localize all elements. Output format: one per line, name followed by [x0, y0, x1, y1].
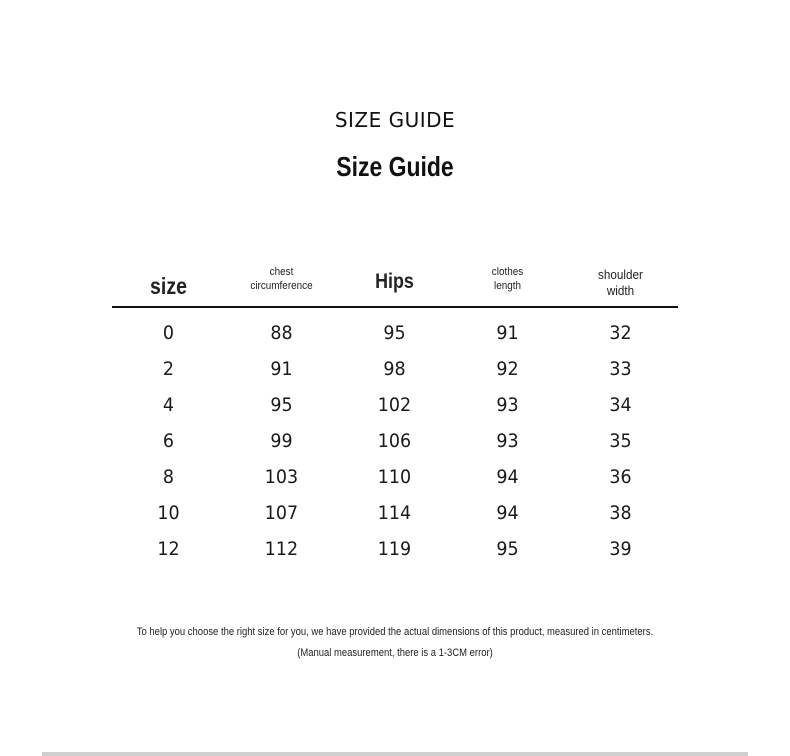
table-header: [112, 260, 678, 307]
cell-length: 95: [496, 538, 519, 560]
cell-chest: 88: [270, 322, 293, 344]
size-guide-subtitle: Size Guide: [336, 151, 454, 182]
cell-chest: 95: [270, 394, 293, 416]
cell-size: 12: [157, 538, 180, 560]
cell-size: 4: [162, 394, 175, 416]
size-table: [112, 260, 678, 560]
cell-shoulder: 33: [609, 358, 632, 380]
table-row: [112, 466, 678, 502]
table-row: [112, 394, 678, 430]
cell-length: 94: [496, 502, 519, 524]
column-header-shoulder-line2: width: [606, 283, 635, 299]
cell-shoulder: 32: [609, 322, 632, 344]
column-header-size: size: [150, 273, 187, 299]
cell-size: 2: [162, 358, 175, 380]
cell-chest: 91: [270, 358, 293, 380]
cell-length: 93: [496, 394, 519, 416]
cell-hips: 98: [383, 358, 406, 380]
cell-hips: 95: [383, 322, 406, 344]
cell-hips: 102: [377, 394, 412, 416]
cell-size: 0: [162, 322, 175, 344]
table-body: [112, 322, 678, 574]
cell-chest: 103: [264, 466, 299, 488]
cell-size: 10: [157, 502, 180, 524]
table-row: [112, 322, 678, 358]
cell-hips: 114: [377, 502, 412, 524]
column-header-length-line1: clothes: [491, 266, 524, 278]
size-guide-title: SIZE GUIDE: [334, 108, 456, 132]
cell-length: 93: [496, 430, 519, 452]
column-header-length-line2: length: [494, 279, 521, 292]
cell-shoulder: 39: [609, 538, 632, 560]
cell-shoulder: 34: [609, 394, 632, 416]
column-header-chest-line2: circumference: [250, 279, 313, 292]
cell-shoulder: 35: [609, 430, 632, 452]
cell-chest: 112: [264, 538, 299, 560]
column-header-hips: Hips: [375, 270, 414, 293]
cell-shoulder: 38: [609, 502, 632, 524]
table-row: [112, 502, 678, 538]
table-row: [112, 430, 678, 466]
column-header-shoulder-line1: shoulder: [598, 267, 643, 282]
table-row: [112, 358, 678, 394]
column-header-chest: [231, 266, 333, 294]
cell-hips: 119: [377, 538, 412, 560]
column-header-length: [457, 266, 559, 294]
bottom-divider: [42, 752, 748, 756]
cell-size: 6: [162, 430, 175, 452]
header-divider: [112, 306, 678, 308]
cell-chest: 107: [264, 502, 299, 524]
cell-length: 91: [496, 322, 519, 344]
cell-size: 8: [162, 466, 175, 488]
cell-length: 94: [496, 466, 519, 488]
cell-length: 92: [496, 358, 519, 380]
cell-shoulder: 36: [609, 466, 632, 488]
cell-hips: 106: [377, 430, 412, 452]
cell-chest: 99: [270, 430, 293, 452]
table-row: [112, 538, 678, 574]
cell-hips: 110: [377, 466, 412, 488]
measurement-note: To help you choose the right size for you, we have provided the actual dimensions of this product, measured in centimeters.: [136, 626, 654, 638]
column-header-shoulder: [570, 267, 672, 300]
column-header-chest-line1: chest: [269, 266, 294, 278]
error-note: (Manual measurement, there is a 1-3CM error): [297, 647, 493, 659]
